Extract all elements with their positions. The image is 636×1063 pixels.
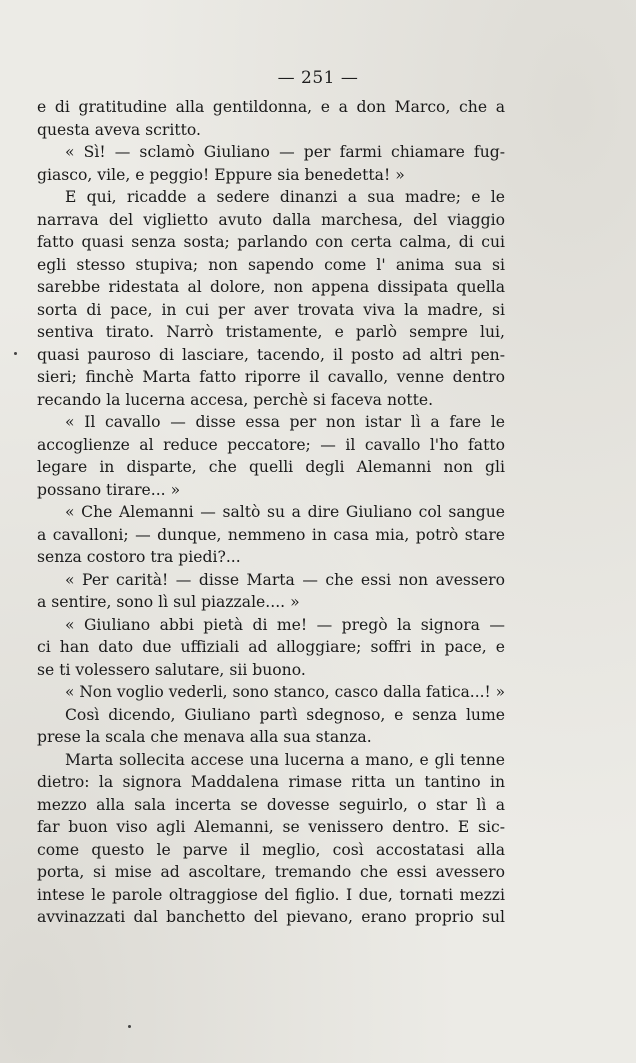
text-line: recando la lucerna accesa, perchè si faceva notte. <box>37 390 434 409</box>
text-line: « Che Alemanni — saltò su a dire Giuliano col sangue <box>65 503 505 521</box>
page-number: — 251 — <box>277 68 359 88</box>
text-line: far buon viso agli Alemanni, se venissero dentro. E sic- <box>37 818 505 836</box>
text-line: questa aveva scritto. <box>37 120 201 139</box>
text-line: porta, si mise ad ascoltare, tremando che essi avessero <box>37 863 505 881</box>
text-line: quasi pauroso di lasciare, tacendo, il posto ad altri pen- <box>37 345 505 364</box>
text-line: a sentire, sono lì sul piazzale.... » <box>37 593 300 611</box>
text-line: sarebbe ridestata al dolore, non appena dissipata quella <box>37 278 505 296</box>
text-line: accoglienze al reduce peccatore; — il cavallo l'ho fatto <box>37 435 505 454</box>
body-text <box>37 96 505 929</box>
paper-speck <box>128 1025 131 1028</box>
text-line: dietro: la signora Maddalena rimase ritta un tantino in <box>37 773 505 791</box>
text-line: « Il cavallo — disse essa per non istar lì a fare le <box>65 413 505 431</box>
text-line: giasco, vile, e peggio! Eppure sia benedetta! » <box>37 165 405 184</box>
text-line: fatto quasi senza sosta; parlando con certa calma, di cui <box>37 233 505 251</box>
text-line: « Giuliano abbi pietà di me! — pregò la signora — <box>65 615 505 634</box>
text-line: Marta sollecita accese una lucerna a mano, e gli tenne <box>65 750 505 769</box>
text-line: « Sì! — sclamò Giuliano — per farmi chiamare fug- <box>65 143 505 161</box>
text-line: intese le parole oltraggiose del figlio. I due, tornati mezzi <box>37 885 505 904</box>
text-line: se ti volessero salutare, sii buono. <box>37 660 306 679</box>
text-line: « Per carità! — disse Marta — che essi non avessero <box>65 570 505 589</box>
text-line: possano tirare... » <box>37 480 181 499</box>
text-line: come questo le parve il meglio, così accostatasi alla <box>37 840 505 859</box>
paper-speck <box>14 352 17 355</box>
text-line: e di gratitudine alla gentildonna, e a don Marco, che a <box>37 98 505 116</box>
text-line: a cavalloni; — dunque, nemmeno in casa mia, potrò stare <box>37 525 505 544</box>
text-line: E qui, ricadde a sedere dinanzi a sua madre; e le <box>65 188 505 206</box>
text-line: narrava del viglietto avuto dalla marchesa, del viaggio <box>37 210 505 229</box>
text-line: egli stesso stupiva; non sapendo come l' anima sua si <box>37 255 505 274</box>
text-line: prese la scala che menava alla sua stanza. <box>37 728 372 746</box>
text-line: « Non voglio vederli, sono stanco, casco dalla fatica...! » <box>65 683 505 701</box>
text-line: mezzo alla sala incerta se dovesse seguirlo, o star lì a <box>37 795 505 814</box>
text-line: sentiva tirato. Narrò tristamente, e parlò sempre lui, <box>37 323 505 341</box>
text-line: sieri; finchè Marta fatto riporre il cavallo, venne dentro <box>37 368 505 386</box>
text-line: sorta di pace, in cui per aver trovata viva la madre, si <box>37 300 505 319</box>
text-line: legare in disparte, che quelli degli Alemanni non gli <box>37 458 505 476</box>
text-line: senza costoro tra piedi?... <box>37 548 241 566</box>
text-line: avvinazzati dal banchetto del pievano, erano proprio sul <box>37 908 505 926</box>
text-line: Così dicendo, Giuliano partì sdegnoso, e senza lume <box>65 705 505 724</box>
text-line: ci han dato due uffiziali ad alloggiare; soffri in pace, e <box>37 638 505 656</box>
